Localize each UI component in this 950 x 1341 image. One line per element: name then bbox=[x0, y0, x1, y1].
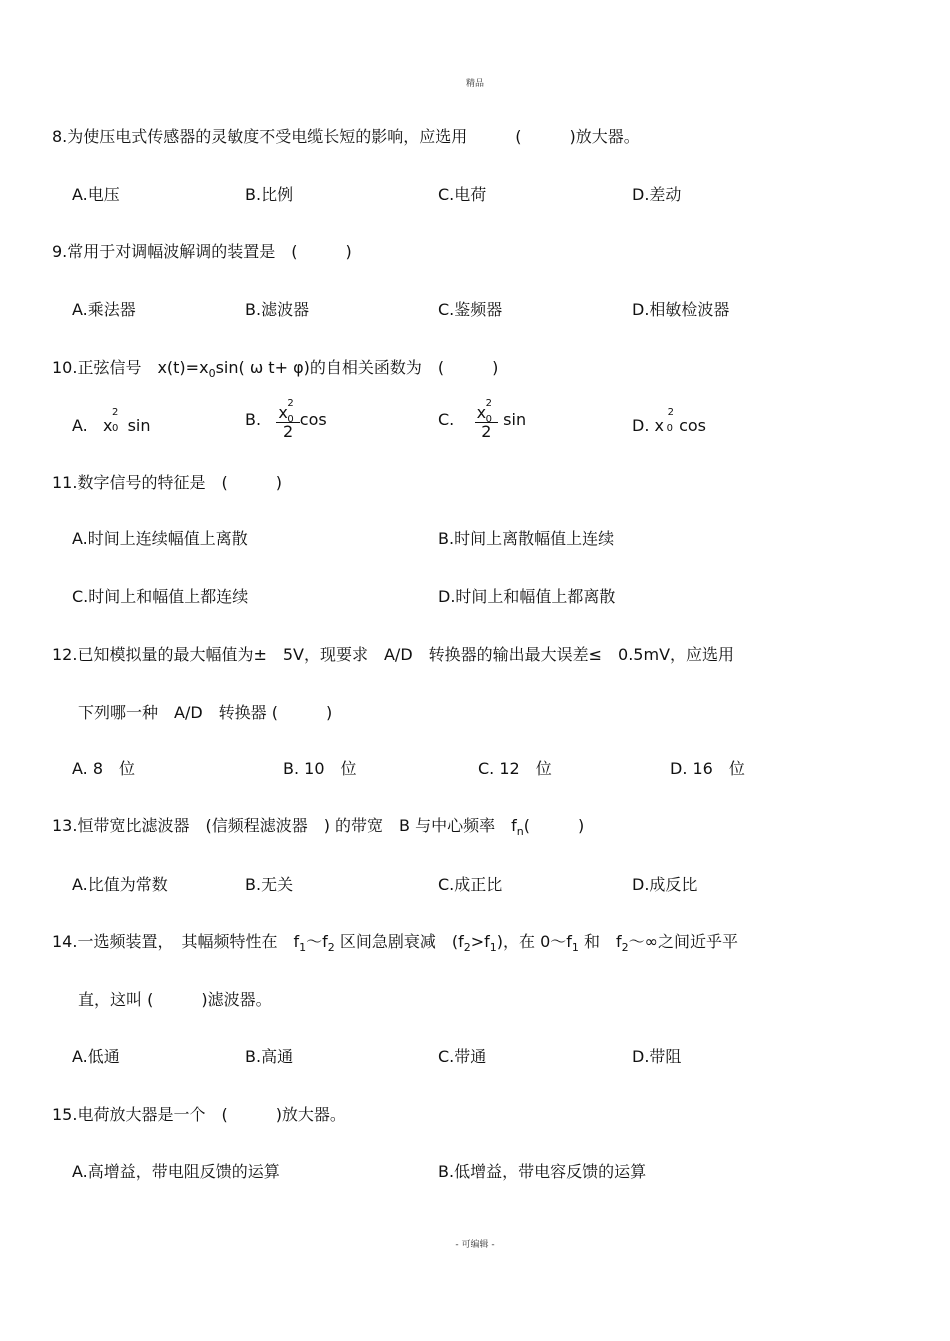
question-9-option-a: A.乘法器 bbox=[72, 300, 136, 319]
question-12-option-a: A. 8 位 bbox=[72, 759, 136, 778]
page-footer: - 可编辑 - bbox=[455, 1240, 495, 1250]
question-15-option-a: A.高增益，带电阻反馈的运算 bbox=[72, 1162, 280, 1181]
question-14-stem-line2: 直，这叫 ( )滤波器。 bbox=[78, 990, 272, 1009]
question-9-option-d: D.相敏检波器 bbox=[632, 300, 730, 319]
question-11-option-a: A.时间上连续幅值上离散 bbox=[72, 529, 248, 548]
question-12-stem-line2: 下列哪一种 A/D 转换器 ( ) bbox=[78, 703, 333, 722]
question-15-stem: 15.电荷放大器是一个 ( )放大器。 bbox=[52, 1105, 346, 1124]
question-8-option-c: C.电荷 bbox=[438, 185, 487, 204]
question-11-stem: 11.数字信号的特征是 ( ) bbox=[52, 473, 282, 492]
question-10-option-b: B. x 2 0 2 cos bbox=[245, 398, 327, 441]
question-12-option-c: C. 12 位 bbox=[478, 759, 552, 778]
question-14-stem-line1: 14.一选频装置， 其幅频特性在 $f_1\sim f_2$ 区间急剧衰减 $(f_2>f_1)$，在 $0\sim f_1$ 和 $f_2\sim\infty$之间近乎平 bbox=[52, 932, 738, 955]
question-12-stem-line1: 12.已知模拟量的最大幅值为± 5V，现要求 A/D 转换器的输出最大误差≤ 0.5mV，应选用 bbox=[52, 645, 735, 664]
fraction: x 2 0 2 bbox=[475, 398, 498, 441]
question-11-option-c: C.时间上和幅值上都连续 bbox=[72, 587, 249, 606]
page-header: 精品 bbox=[465, 79, 484, 89]
question-8-option-d: D.差动 bbox=[632, 185, 682, 204]
question-9-option-c: C.鉴频器 bbox=[438, 300, 503, 319]
fraction: x 2 0 2 bbox=[276, 398, 299, 441]
question-14-option-a: A.低通 bbox=[72, 1047, 120, 1066]
question-13-option-b: B.无关 bbox=[245, 875, 294, 894]
question-9-stem: 9.常用于对调幅波解调的装置是 ( ) bbox=[52, 242, 352, 261]
question-14-option-d: D.带阻 bbox=[632, 1047, 682, 1066]
question-12-option-d: D. 16 位 bbox=[670, 759, 745, 778]
question-15-option-b: B.低增益，带电容反馈的运算 bbox=[438, 1162, 647, 1181]
question-13-option-a: A.比值为常数 bbox=[72, 875, 168, 894]
question-10-option-a: A. x 2 0 sin bbox=[72, 407, 151, 435]
question-8-stem: 8.为使压电式传感器的灵敏度不受电缆长短的影响，应选用 ( )放大器。 bbox=[52, 127, 640, 146]
question-8-option-a: A.电压 bbox=[72, 185, 120, 204]
question-11-option-d: D.时间上和幅值上都离散 bbox=[438, 587, 616, 606]
question-12-option-b: B. 10 位 bbox=[283, 759, 357, 778]
question-11-option-b: B.时间上离散幅值上连续 bbox=[438, 529, 615, 548]
question-14-option-b: B.高通 bbox=[245, 1047, 294, 1066]
question-13-option-c: C.成正比 bbox=[438, 875, 503, 894]
question-10-option-c: C. x 2 0 2 sin bbox=[438, 398, 527, 441]
question-10-stem: 10.正弦信号 $x(t)=x_0\sin$( ω t+ φ)的自相关函数为 ( ) bbox=[52, 358, 499, 381]
question-10-option-d: D. x 2 0 cos bbox=[632, 407, 706, 435]
question-9-option-b: B.滤波器 bbox=[245, 300, 310, 319]
question-13-option-d: D.成反比 bbox=[632, 875, 698, 894]
question-14-option-c: C.带通 bbox=[438, 1047, 487, 1066]
question-8-option-b: B.比例 bbox=[245, 185, 294, 204]
question-13-stem: 13.恒带宽比滤波器 (信频程滤波器 ) 的带宽 B 与中心频率 $f_n$( ) bbox=[52, 816, 585, 839]
